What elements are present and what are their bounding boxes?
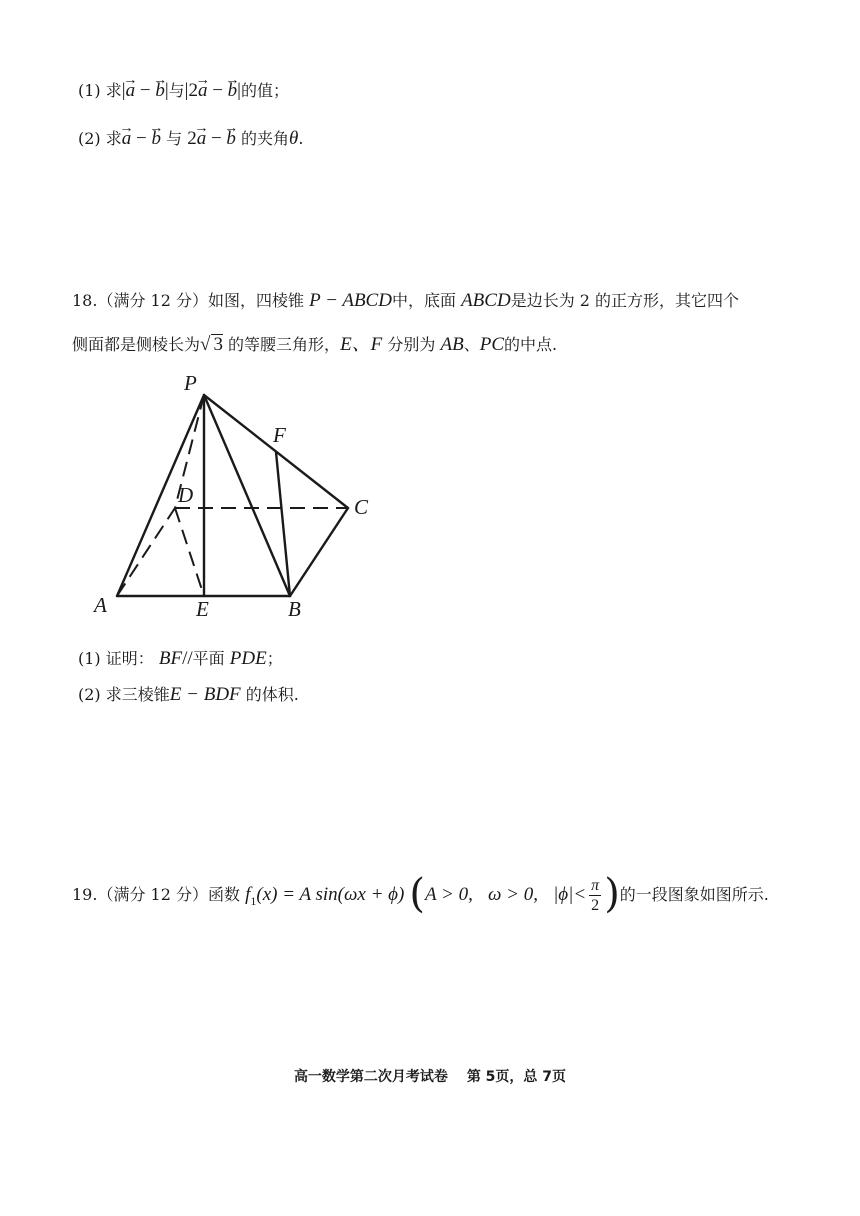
label-A: A <box>94 593 107 617</box>
label-D: D <box>178 483 194 507</box>
q18-part1: (1) 证明： BF//平面 PDE； <box>78 648 283 669</box>
q17-part1: (1) 求|→ a − → b|与|2→ a − → b|的值； <box>78 80 289 103</box>
segment-DE <box>175 508 204 596</box>
q18-part2: (2) 求三棱锥E − BDF 的体积. <box>78 684 299 705</box>
pyramid-figure <box>80 360 400 630</box>
page-footer: 高一数学第二次月考试卷 第 5页，总 7页 <box>293 1069 567 1085</box>
label-F: F <box>273 423 286 447</box>
edge-BC <box>290 508 348 596</box>
edge-AD <box>117 508 175 596</box>
label-P: P <box>184 371 197 395</box>
segment-BF <box>276 452 290 596</box>
q17-part2: (2) 求→ a − → b 与 2→ a − → b 的夹角θ. <box>78 128 303 151</box>
label-C: C <box>354 495 369 519</box>
label-E: E <box>196 597 209 621</box>
q18-stem-line1: 18.（满分 12 分）如图，四棱锥 P − ABCD中，底面 ABCD是边长为 2 的正方形，其它四个 <box>72 290 740 311</box>
label-B: B <box>288 597 301 621</box>
q19-stem: 19.（满分 12 分）函数 $f_1(x) = A$ sin(ωx + ϕ) (A > 0, ω > 0, |ϕ|< $\frac{\pi}{2}$ )的一段图象如图所示. <box>72 871 769 917</box>
q18-stem-line2: 侧面都是侧棱长为√ 3 的等腰三角形，E、F 分别为 AB、PC的中点. <box>72 334 558 355</box>
